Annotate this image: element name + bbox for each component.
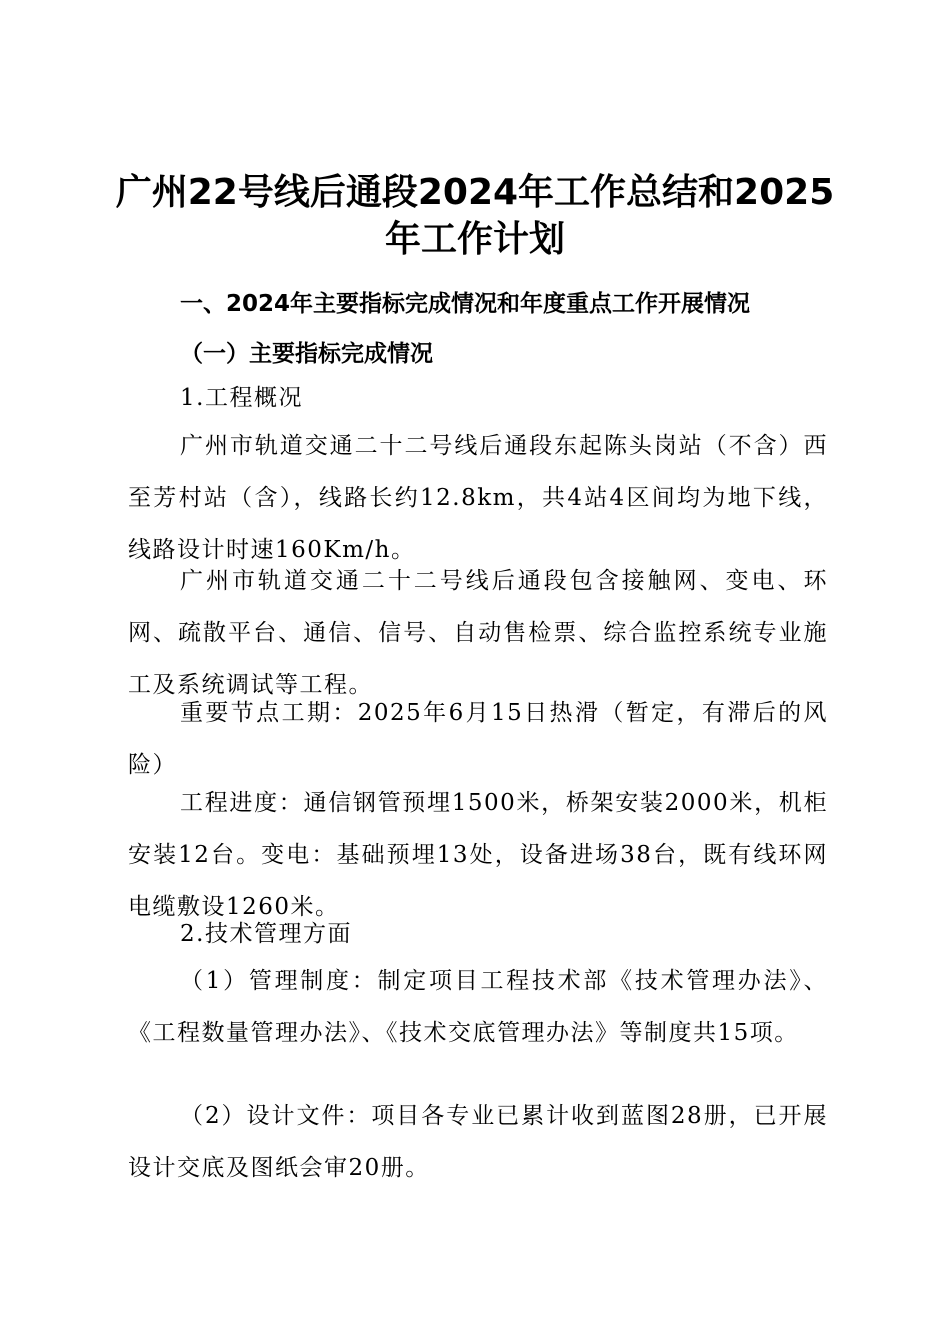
paragraph-milestone: 重要节点工期：2025年6月15日热滑（暂定，有滞后的风险） [128, 700, 828, 778]
paragraph-overview: 广州市轨道交通二十二号线后通段东起陈头岗站（不含）西至芳村站（含），线路长约12.8km，共4站4区间均为地下线，线路设计时速160Km/h。 [128, 433, 828, 563]
section-heading: 一、2024年主要指标完成情况和年度重点工作开展情况 [180, 291, 751, 317]
paragraph-design-documents: （2）设计文件：项目各专业已累计收到蓝图28册，已开展设计交底及图纸会审20册。 [128, 1103, 828, 1181]
item-heading-overview: 1.工程概况 [180, 385, 303, 411]
paragraph-scope: 广州市轨道交通二十二号线后通段包含接触网、变电、环网、疏散平台、通信、信号、自动售检票、综合监控系统专业施工及系统调试等工程。 [128, 568, 828, 698]
document-title-line-2: 年工作计划 [384, 219, 565, 260]
item-heading-management: 2.技术管理方面 [180, 921, 352, 947]
paragraph-progress: 工程进度：通信钢管预埋1500米，桥架安装2000米，机柜安装12台。变电：基础预埋13处，设备进场38台，既有线环网电缆敷设1260米。 [128, 790, 828, 920]
subsection-heading: （一）主要指标完成情况 [180, 341, 433, 367]
document-title-line-1: 广州22号线后通段2024年工作总结和2025 [115, 172, 835, 213]
paragraph-management-system: （1）管理制度：制定项目工程技术部《技术管理办法》、《工程数量管理办法》、《技术交底管理办法》等制度共15项。 [128, 968, 828, 1046]
